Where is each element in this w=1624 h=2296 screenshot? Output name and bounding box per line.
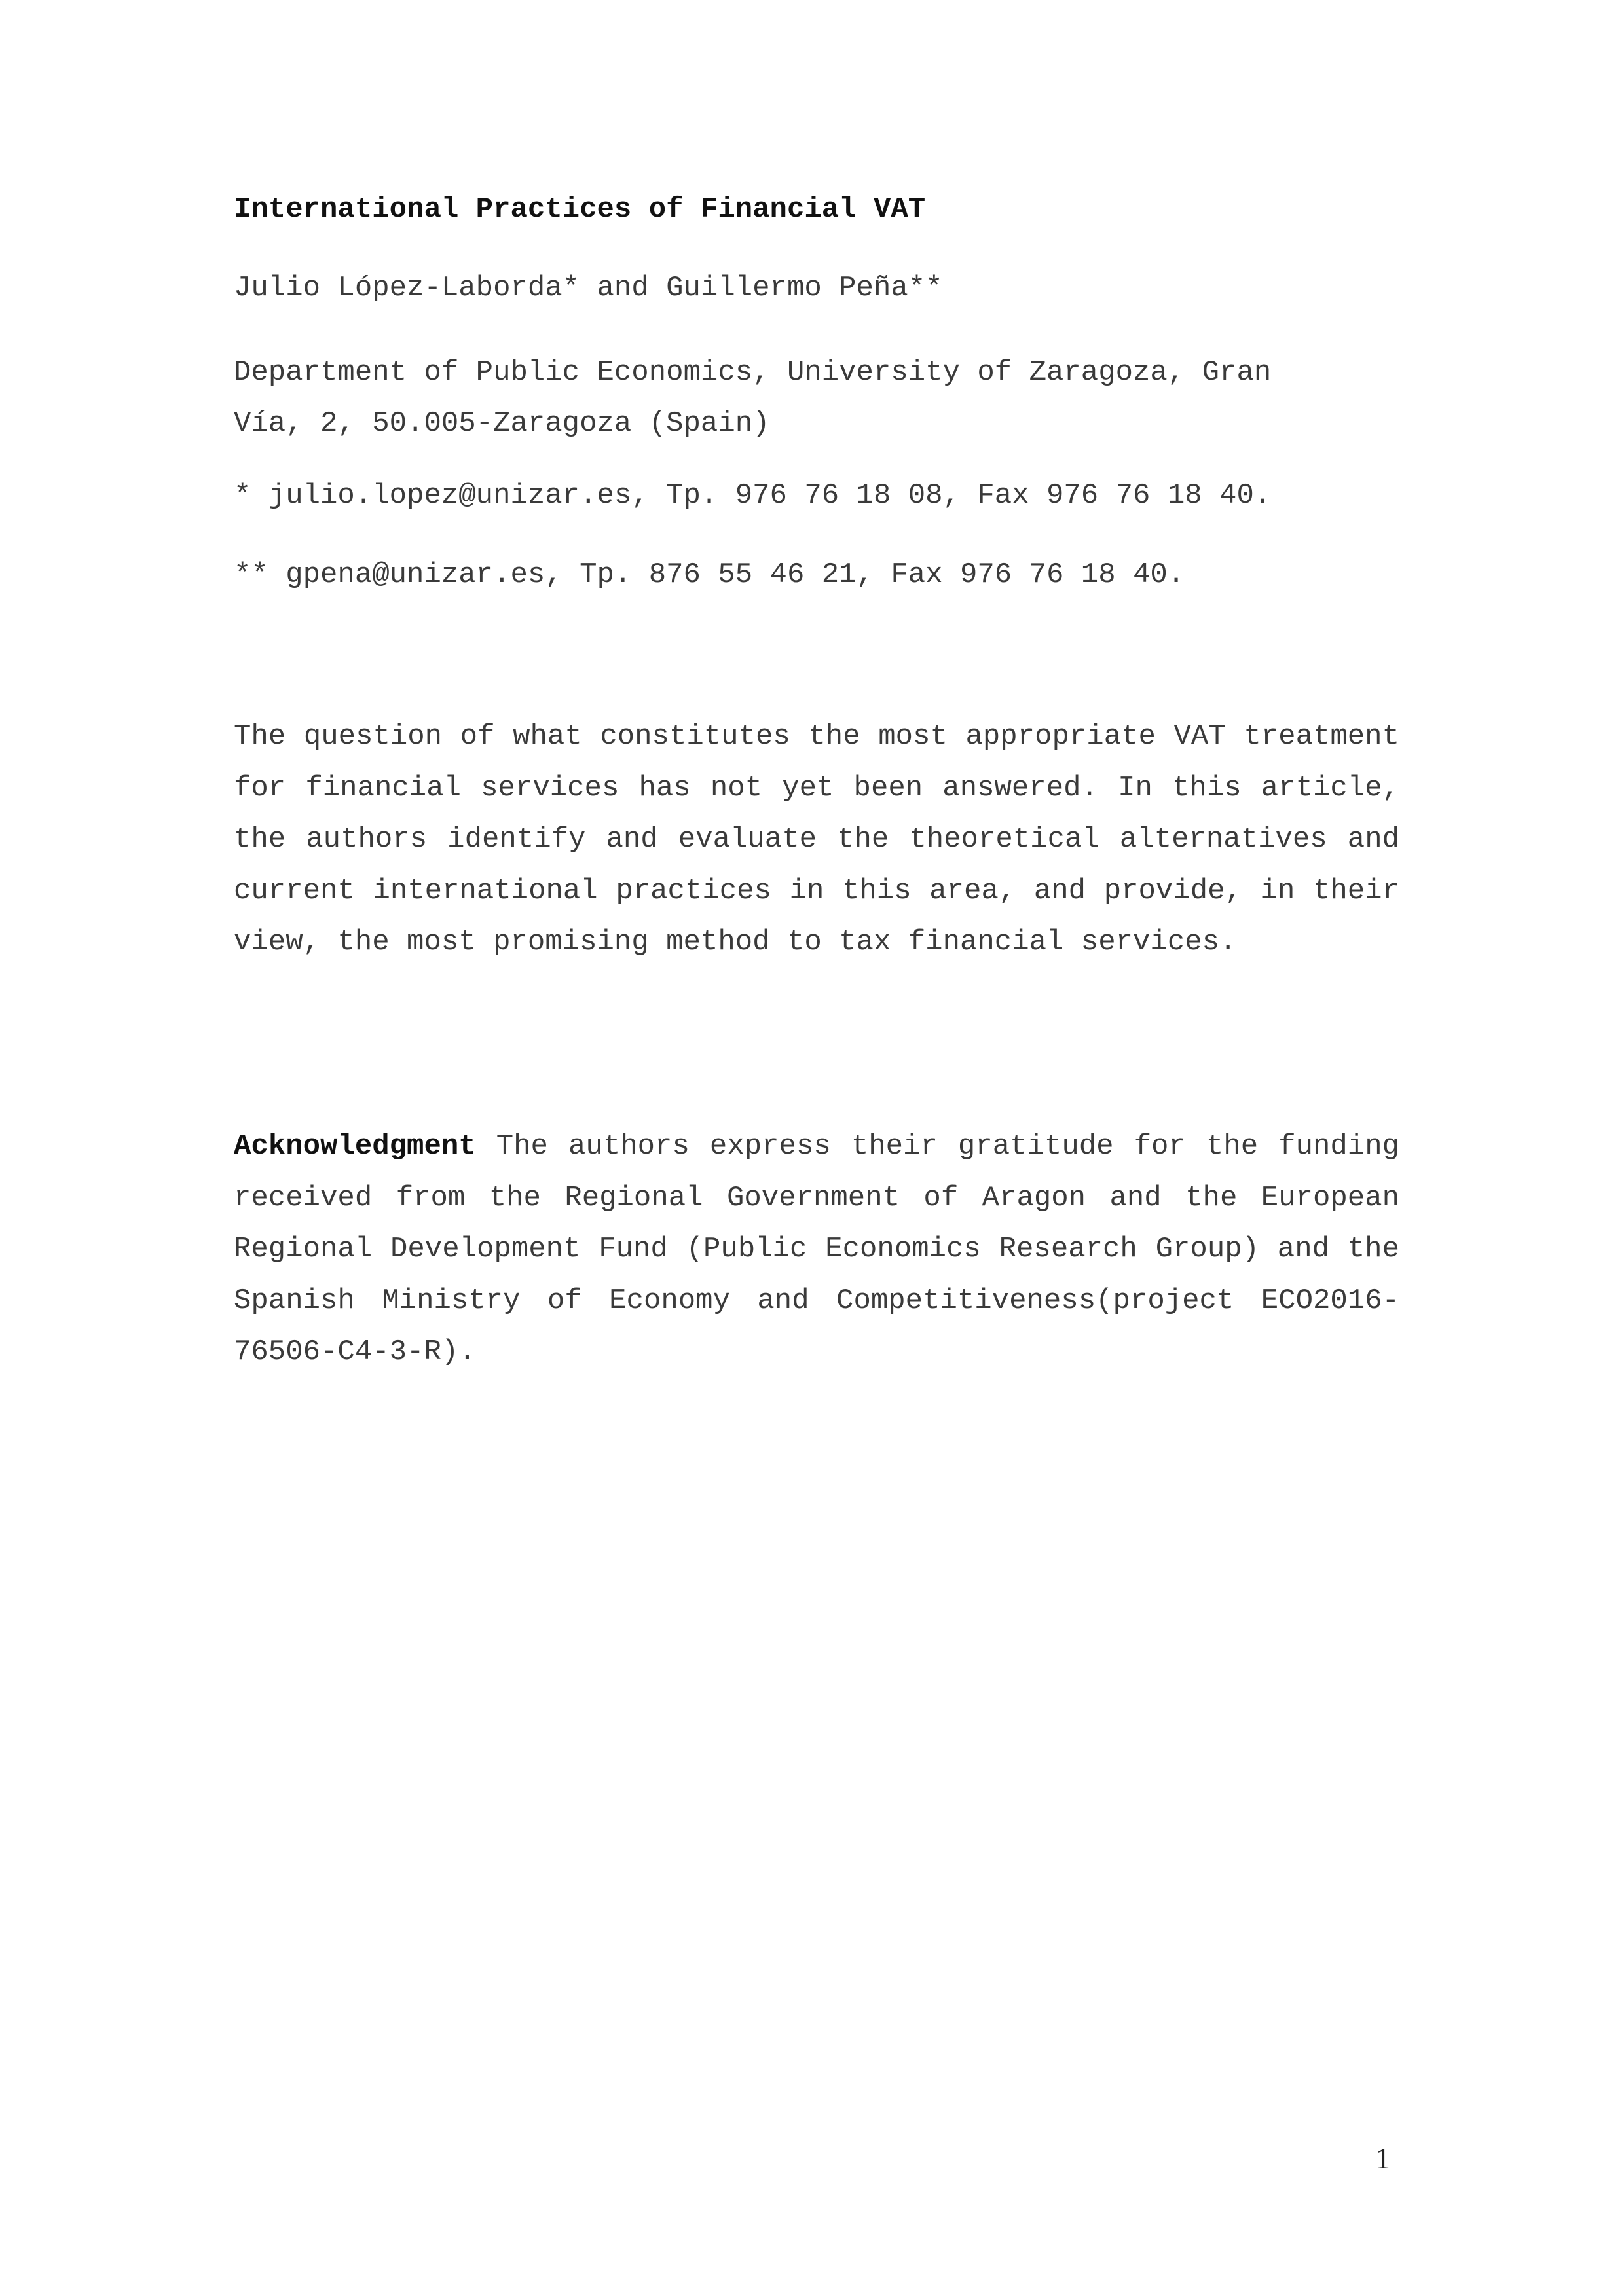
- affiliation: Department of Public Economics, University of Zaragoza, Gran Vía, 2, 50.005-Zaragoza (Spain): [234, 356, 1272, 440]
- page-number: 1: [1375, 2141, 1390, 2175]
- abstract: The question of what constitutes the most appropriate VAT treatment for financial services has not yet been answered. In this article, the authors identify and evaluate the theoretical alternatives and current international practices in this area, and provide, in their view, the most promising method to tax financial services.: [234, 720, 1399, 958]
- paper-title: International Practices of Financial VAT: [234, 193, 926, 226]
- contact-second-author: ** gpena@unizar.es, Tp. 876 55 46 21, Fax 976 76 18 40.: [234, 558, 1185, 591]
- acknowledgment-label: Acknowledgment: [234, 1130, 476, 1163]
- acknowledgment: [234, 1121, 1399, 1378]
- acknowledgment-text: The authors express their gratitude for the funding received from the Regional Government of Aragon and the European Regional Development Fund (Public Economics Research Group) and the Spanish Ministry of Economy and Competitiveness(project ECO2016-76506-C4-3-R).: [234, 1130, 1400, 1368]
- contact-first-author: * julio.lopez@unizar.es, Tp. 976 76 18 08, Fax 976 76 18 40.: [234, 479, 1272, 512]
- author-line: Julio López-Laborda* and Guillermo Peña**: [234, 272, 943, 304]
